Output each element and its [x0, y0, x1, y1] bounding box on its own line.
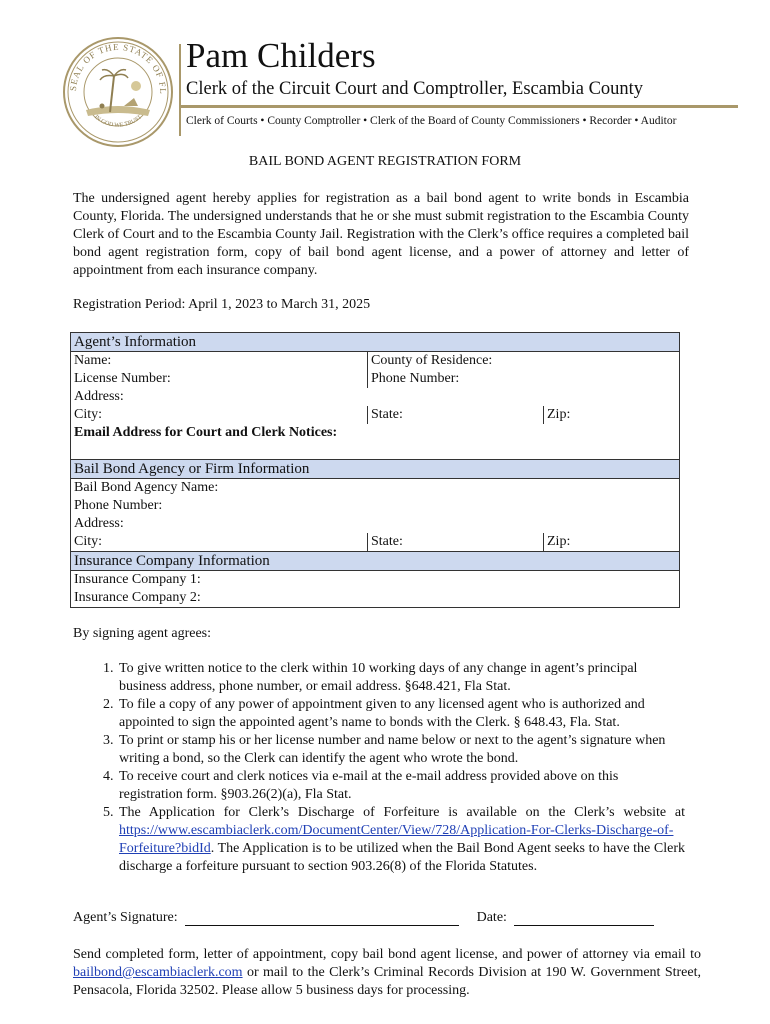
- license-number-field[interactable]: License Number:: [74, 371, 171, 386]
- agent-zip-field[interactable]: Zip:: [544, 406, 680, 424]
- agency-address-field[interactable]: Address:: [74, 516, 124, 531]
- clerk-office-title: Clerk of the Circuit Court and Comptroller, Escambia County: [186, 79, 644, 99]
- agent-state-field[interactable]: State:: [368, 406, 544, 424]
- agent-email-field[interactable]: Email Address for Court and Clerk Notices:: [74, 425, 338, 440]
- registration-period: Registration Period: April 1, 2023 to March 31, 2025: [73, 297, 371, 312]
- agent-section-heading: Agent’s Information: [71, 333, 680, 352]
- term5-text-after: . The Application is to be utilized when the Bail Bond Agent seeks to have the Clerk discharge a forfeiture pursuant to section 903.26(8) of the Florida Statutes.: [119, 841, 685, 874]
- term-item: 1. To give written notice to the clerk within 10 working days of any change in agent’s principal business address, phone number, or email address. §648.421, Fla Stat.: [117, 660, 685, 696]
- signature-line[interactable]: [185, 911, 459, 926]
- closing-text-after: or mail to the Clerk’s Criminal Records Division at 190 W. Government Street, Pensacola, Florida 32502. Please allow 5 business days for processing.: [73, 965, 701, 998]
- insurance-company-1-field[interactable]: Insurance Company 1:: [74, 572, 201, 587]
- agency-phone-field[interactable]: Phone Number:: [74, 498, 163, 513]
- insurance-company-2-field[interactable]: Insurance Company 2:: [74, 590, 201, 605]
- agreement-terms-list: [73, 660, 685, 876]
- signature-row: [73, 910, 673, 926]
- email-entry-space[interactable]: [71, 442, 680, 460]
- term-item: 4. To receive court and clerk notices via e-mail at the e-mail address provided above on this registration form. §903.26(2)(a), Fla Stat.: [117, 768, 685, 804]
- agent-name-field[interactable]: Name:: [74, 353, 112, 368]
- closing-text-before: Send completed form, letter of appointment, copy bail bond agent license, and power of attorney via email to: [73, 947, 701, 962]
- term-item: 2. To file a copy of any power of appointment given to any licensed agent who is authorized and appointed to sign the appointed agent’s name to bonds with the Clerk. § 648.43, Fla. Stat.: [117, 696, 685, 732]
- header-vertical-rule: [179, 44, 181, 136]
- term-item: 3. To print or stamp his or her license number and name below or next to the agent’s signature when writing a bond, so the Clerk can identify the agent who wrote the bond.: [117, 732, 685, 768]
- agrees-heading: By signing agent agrees:: [73, 626, 212, 641]
- agency-name-field[interactable]: Bail Bond Agency Name:: [74, 480, 219, 495]
- term-item: [117, 804, 685, 876]
- agent-phone-field[interactable]: Phone Number:: [368, 370, 680, 388]
- intro-paragraph: The undersigned agent hereby applies for registration as a bail bond agent to write bonds in Escambia County, Florida. The undersigned understands that he or she must submit registration to the Escambia County Clerk of Court and to the Escambia County Jail. Registration with the Clerk’s office requires a completed bail bond agent registration form, copy of bail bond agent license, and a power of attorney and letter of appointment from each insurance company.: [73, 191, 689, 278]
- insurance-section-heading: Insurance Company Information: [71, 552, 680, 571]
- submission-instructions: [73, 946, 701, 1000]
- agent-city-field[interactable]: City:: [74, 407, 103, 422]
- section-header-agency: [71, 460, 680, 479]
- discharge-of-forfeiture-link[interactable]: https://www.escambiaclerk.com/DocumentCenter/View/728/Application-For-Clerks-Discharge-of-Forfeiture?bidId: [119, 823, 674, 856]
- date-line[interactable]: [514, 911, 654, 926]
- date-label: Date:: [476, 910, 507, 925]
- agency-zip-field[interactable]: Zip:: [544, 533, 680, 552]
- florida-state-seal: [62, 36, 174, 148]
- agency-state-field[interactable]: State:: [368, 533, 544, 552]
- agency-city-field[interactable]: City:: [74, 534, 103, 549]
- section-header-agent: [71, 333, 680, 352]
- term5-text-before: The Application for Clerk’s Discharge of Forfeiture is available on the Clerk’s website at: [119, 805, 685, 820]
- county-of-residence-field[interactable]: County of Residence:: [368, 352, 680, 371]
- signature-label: Agent’s Signature:: [73, 910, 178, 925]
- svg-text:IN GOD WE TRUST: IN GOD WE TRUST: [92, 114, 144, 129]
- form-title: BAIL BOND AGENT REGISTRATION FORM: [248, 154, 522, 169]
- clerk-name: Pam Childers: [186, 36, 376, 75]
- registration-table: [70, 332, 680, 608]
- agent-address-field[interactable]: Address:: [74, 389, 124, 404]
- svg-text:GREAT SEAL OF THE STATE OF FLO: SEAL OF THE STATE OF FL: [67, 41, 169, 95]
- section-header-insurance: [71, 552, 680, 571]
- header-horizontal-rule: [181, 105, 738, 108]
- clerk-roles: Clerk of Courts • County Comptroller • Clerk of the Board of County Commissioners • Recorder • Auditor: [186, 115, 677, 127]
- bailbond-email-link[interactable]: bailbond@escambiaclerk.com: [73, 965, 243, 980]
- agency-section-heading: Bail Bond Agency or Firm Information: [71, 460, 680, 479]
